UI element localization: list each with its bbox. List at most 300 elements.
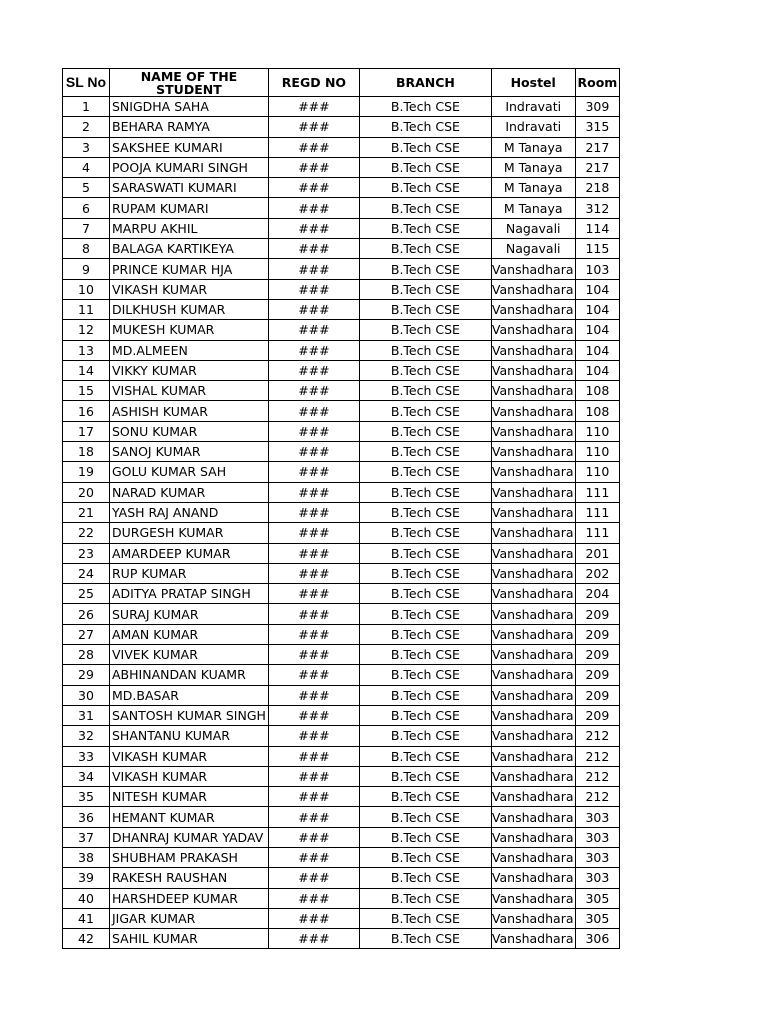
cell-branch: B.Tech CSE — [359, 543, 491, 563]
cell-regd-no: ### — [268, 401, 359, 421]
cell-sl-no: 5 — [63, 178, 110, 198]
cell-hostel: Vanshadhara — [491, 421, 575, 441]
cell-hostel: Vanshadhara — [491, 766, 575, 786]
cell-hostel: Indravati — [491, 117, 575, 137]
cell-regd-no: ### — [268, 482, 359, 502]
cell-regd-no: ### — [268, 766, 359, 786]
cell-regd-no: ### — [268, 97, 359, 117]
cell-sl-no: 19 — [63, 462, 110, 482]
cell-regd-no: ### — [268, 584, 359, 604]
cell-sl-no: 8 — [63, 239, 110, 259]
cell-student-name: VISHAL KUMAR — [110, 381, 269, 401]
table-row — [63, 137, 620, 157]
table-row — [63, 178, 620, 198]
cell-regd-no: ### — [268, 320, 359, 340]
cell-student-name: DILKHUSH KUMAR — [110, 299, 269, 319]
cell-sl-no: 27 — [63, 624, 110, 644]
cell-branch: B.Tech CSE — [359, 584, 491, 604]
cell-room: 217 — [575, 157, 620, 177]
cell-sl-no: 20 — [63, 482, 110, 502]
cell-room: 104 — [575, 299, 620, 319]
cell-hostel: Vanshadhara — [491, 442, 575, 462]
table-row — [63, 299, 620, 319]
cell-student-name: SANTOSH KUMAR SINGH — [110, 705, 269, 725]
cell-sl-no: 1 — [63, 97, 110, 117]
cell-regd-no: ### — [268, 157, 359, 177]
cell-branch: B.Tech CSE — [359, 117, 491, 137]
cell-hostel: Vanshadhara — [491, 401, 575, 421]
header-sl-no: SL No — [63, 69, 110, 97]
cell-sl-no: 35 — [63, 787, 110, 807]
table-row — [63, 766, 620, 786]
header-hostel: Hostel — [491, 69, 575, 97]
cell-regd-no: ### — [268, 198, 359, 218]
cell-sl-no: 2 — [63, 117, 110, 137]
cell-student-name: HEMANT KUMAR — [110, 807, 269, 827]
cell-student-name: BEHARA RAMYA — [110, 117, 269, 137]
cell-room: 218 — [575, 178, 620, 198]
cell-sl-no: 12 — [63, 320, 110, 340]
cell-branch: B.Tech CSE — [359, 705, 491, 725]
cell-sl-no: 17 — [63, 421, 110, 441]
cell-hostel: Vanshadhara — [491, 726, 575, 746]
cell-sl-no: 23 — [63, 543, 110, 563]
cell-student-name: SARASWATI KUMARI — [110, 178, 269, 198]
cell-regd-no: ### — [268, 908, 359, 928]
cell-student-name: NITESH KUMAR — [110, 787, 269, 807]
cell-hostel: Vanshadhara — [491, 868, 575, 888]
cell-student-name: GOLU KUMAR SAH — [110, 462, 269, 482]
table-row — [63, 340, 620, 360]
cell-regd-no: ### — [268, 523, 359, 543]
cell-sl-no: 25 — [63, 584, 110, 604]
cell-regd-no: ### — [268, 827, 359, 847]
header-regd-no: REGD NO — [268, 69, 359, 97]
cell-hostel: M Tanaya — [491, 137, 575, 157]
cell-sl-no: 11 — [63, 299, 110, 319]
cell-hostel: Vanshadhara — [491, 279, 575, 299]
cell-sl-no: 30 — [63, 685, 110, 705]
table-row — [63, 807, 620, 827]
cell-hostel: Vanshadhara — [491, 381, 575, 401]
cell-branch: B.Tech CSE — [359, 847, 491, 867]
cell-room: 115 — [575, 239, 620, 259]
cell-hostel: Vanshadhara — [491, 482, 575, 502]
cell-room: 212 — [575, 726, 620, 746]
cell-hostel: Vanshadhara — [491, 847, 575, 867]
cell-student-name: SNIGDHA SAHA — [110, 97, 269, 117]
cell-regd-no: ### — [268, 563, 359, 583]
cell-student-name: JIGAR KUMAR — [110, 908, 269, 928]
cell-branch: B.Tech CSE — [359, 482, 491, 502]
cell-branch: B.Tech CSE — [359, 827, 491, 847]
table-row — [63, 360, 620, 380]
cell-branch: B.Tech CSE — [359, 563, 491, 583]
cell-sl-no: 13 — [63, 340, 110, 360]
cell-hostel: M Tanaya — [491, 198, 575, 218]
cell-regd-no: ### — [268, 421, 359, 441]
cell-sl-no: 32 — [63, 726, 110, 746]
table-row — [63, 624, 620, 644]
cell-sl-no: 31 — [63, 705, 110, 725]
cell-hostel: Nagavali — [491, 218, 575, 238]
table-row — [63, 442, 620, 462]
table-row — [63, 645, 620, 665]
cell-hostel: Vanshadhara — [491, 523, 575, 543]
table-row — [63, 543, 620, 563]
cell-regd-no: ### — [268, 117, 359, 137]
table-row — [63, 381, 620, 401]
cell-regd-no: ### — [268, 381, 359, 401]
cell-hostel: Vanshadhara — [491, 604, 575, 624]
table-row — [63, 929, 620, 949]
cell-branch: B.Tech CSE — [359, 624, 491, 644]
cell-hostel: Vanshadhara — [491, 563, 575, 583]
table-row — [63, 198, 620, 218]
cell-student-name: VIKASH KUMAR — [110, 746, 269, 766]
table-row — [63, 665, 620, 685]
cell-student-name: SANOJ KUMAR — [110, 442, 269, 462]
header-row — [63, 69, 620, 97]
cell-branch: B.Tech CSE — [359, 929, 491, 949]
cell-student-name: YASH RAJ ANAND — [110, 502, 269, 522]
cell-sl-no: 3 — [63, 137, 110, 157]
cell-hostel: Vanshadhara — [491, 908, 575, 928]
cell-room: 108 — [575, 381, 620, 401]
cell-hostel: Nagavali — [491, 239, 575, 259]
cell-student-name: MUKESH KUMAR — [110, 320, 269, 340]
cell-student-name: ADITYA PRATAP SINGH — [110, 584, 269, 604]
cell-room: 104 — [575, 320, 620, 340]
cell-branch: B.Tech CSE — [359, 401, 491, 421]
cell-regd-no: ### — [268, 604, 359, 624]
cell-regd-no: ### — [268, 360, 359, 380]
cell-room: 111 — [575, 482, 620, 502]
table-row — [63, 563, 620, 583]
table-row — [63, 827, 620, 847]
cell-branch: B.Tech CSE — [359, 218, 491, 238]
cell-student-name: SAKSHEE KUMARI — [110, 137, 269, 157]
cell-student-name: PRINCE KUMAR HJA — [110, 259, 269, 279]
cell-branch: B.Tech CSE — [359, 198, 491, 218]
cell-regd-no: ### — [268, 726, 359, 746]
cell-student-name: NARAD KUMAR — [110, 482, 269, 502]
cell-regd-no: ### — [268, 543, 359, 563]
cell-branch: B.Tech CSE — [359, 239, 491, 259]
cell-hostel: Vanshadhara — [491, 888, 575, 908]
cell-branch: B.Tech CSE — [359, 787, 491, 807]
cell-regd-no: ### — [268, 847, 359, 867]
cell-student-name: DURGESH KUMAR — [110, 523, 269, 543]
cell-branch: B.Tech CSE — [359, 523, 491, 543]
cell-branch: B.Tech CSE — [359, 421, 491, 441]
cell-room: 303 — [575, 827, 620, 847]
cell-hostel: Vanshadhara — [491, 584, 575, 604]
cell-hostel: Vanshadhara — [491, 645, 575, 665]
cell-room: 212 — [575, 766, 620, 786]
table-row — [63, 320, 620, 340]
cell-regd-no: ### — [268, 746, 359, 766]
cell-branch: B.Tech CSE — [359, 279, 491, 299]
cell-room: 306 — [575, 929, 620, 949]
table-row — [63, 482, 620, 502]
cell-student-name: ASHISH KUMAR — [110, 401, 269, 421]
cell-branch: B.Tech CSE — [359, 766, 491, 786]
cell-sl-no: 6 — [63, 198, 110, 218]
cell-hostel: Vanshadhara — [491, 827, 575, 847]
table-row — [63, 218, 620, 238]
cell-student-name: SHANTANU KUMAR — [110, 726, 269, 746]
cell-room: 103 — [575, 259, 620, 279]
cell-hostel: Vanshadhara — [491, 502, 575, 522]
cell-sl-no: 16 — [63, 401, 110, 421]
cell-branch: B.Tech CSE — [359, 381, 491, 401]
cell-regd-no: ### — [268, 259, 359, 279]
cell-room: 111 — [575, 523, 620, 543]
cell-room: 212 — [575, 746, 620, 766]
cell-hostel: Vanshadhara — [491, 705, 575, 725]
cell-sl-no: 26 — [63, 604, 110, 624]
cell-room: 110 — [575, 421, 620, 441]
cell-branch: B.Tech CSE — [359, 157, 491, 177]
cell-student-name: ABHINANDAN KUAMR — [110, 665, 269, 685]
cell-room: 303 — [575, 868, 620, 888]
cell-branch: B.Tech CSE — [359, 868, 491, 888]
table-row — [63, 279, 620, 299]
table-row — [63, 401, 620, 421]
cell-hostel: Vanshadhara — [491, 462, 575, 482]
table-row — [63, 787, 620, 807]
cell-branch: B.Tech CSE — [359, 726, 491, 746]
cell-hostel: Vanshadhara — [491, 299, 575, 319]
cell-regd-no: ### — [268, 787, 359, 807]
cell-hostel: Vanshadhara — [491, 259, 575, 279]
cell-student-name: VIKKY KUMAR — [110, 360, 269, 380]
cell-room: 209 — [575, 665, 620, 685]
cell-hostel: Vanshadhara — [491, 543, 575, 563]
cell-branch: B.Tech CSE — [359, 360, 491, 380]
cell-branch: B.Tech CSE — [359, 665, 491, 685]
cell-sl-no: 21 — [63, 502, 110, 522]
cell-sl-no: 33 — [63, 746, 110, 766]
cell-regd-no: ### — [268, 685, 359, 705]
cell-room: 305 — [575, 908, 620, 928]
table-row — [63, 259, 620, 279]
cell-sl-no: 15 — [63, 381, 110, 401]
cell-sl-no: 4 — [63, 157, 110, 177]
cell-sl-no: 29 — [63, 665, 110, 685]
cell-sl-no: 38 — [63, 847, 110, 867]
cell-student-name: VIKASH KUMAR — [110, 279, 269, 299]
table-row — [63, 523, 620, 543]
cell-room: 104 — [575, 279, 620, 299]
table-row — [63, 868, 620, 888]
cell-branch: B.Tech CSE — [359, 299, 491, 319]
cell-student-name: RUPAM KUMARI — [110, 198, 269, 218]
cell-regd-no: ### — [268, 279, 359, 299]
cell-regd-no: ### — [268, 137, 359, 157]
cell-student-name: RUP KUMAR — [110, 563, 269, 583]
cell-hostel: M Tanaya — [491, 157, 575, 177]
cell-student-name: MD.ALMEEN — [110, 340, 269, 360]
cell-branch: B.Tech CSE — [359, 604, 491, 624]
table-row — [63, 584, 620, 604]
cell-room: 202 — [575, 563, 620, 583]
header-branch: BRANCH — [359, 69, 491, 97]
cell-room: 108 — [575, 401, 620, 421]
cell-sl-no: 28 — [63, 645, 110, 665]
cell-sl-no: 36 — [63, 807, 110, 827]
cell-hostel: Vanshadhara — [491, 360, 575, 380]
cell-branch: B.Tech CSE — [359, 746, 491, 766]
cell-regd-no: ### — [268, 868, 359, 888]
table-row — [63, 239, 620, 259]
cell-sl-no: 41 — [63, 908, 110, 928]
cell-room: 212 — [575, 787, 620, 807]
cell-branch: B.Tech CSE — [359, 259, 491, 279]
cell-hostel: Vanshadhara — [491, 624, 575, 644]
cell-student-name: SAHIL KUMAR — [110, 929, 269, 949]
cell-room: 305 — [575, 888, 620, 908]
cell-branch: B.Tech CSE — [359, 462, 491, 482]
cell-sl-no: 40 — [63, 888, 110, 908]
cell-student-name: SHUBHAM PRAKASH — [110, 847, 269, 867]
cell-room: 209 — [575, 604, 620, 624]
cell-regd-no: ### — [268, 340, 359, 360]
cell-hostel: Vanshadhara — [491, 787, 575, 807]
cell-hostel: Indravati — [491, 97, 575, 117]
cell-hostel: Vanshadhara — [491, 340, 575, 360]
cell-room: 110 — [575, 462, 620, 482]
cell-sl-no: 37 — [63, 827, 110, 847]
cell-student-name: AMAN KUMAR — [110, 624, 269, 644]
cell-sl-no: 22 — [63, 523, 110, 543]
table-row — [63, 97, 620, 117]
cell-student-name: MARPU AKHIL — [110, 218, 269, 238]
cell-hostel: Vanshadhara — [491, 746, 575, 766]
cell-branch: B.Tech CSE — [359, 340, 491, 360]
cell-room: 312 — [575, 198, 620, 218]
cell-student-name: VIVEK KUMAR — [110, 645, 269, 665]
cell-regd-no: ### — [268, 502, 359, 522]
cell-student-name: SONU KUMAR — [110, 421, 269, 441]
cell-branch: B.Tech CSE — [359, 685, 491, 705]
cell-regd-no: ### — [268, 442, 359, 462]
cell-student-name: HARSHDEEP KUMAR — [110, 888, 269, 908]
cell-room: 204 — [575, 584, 620, 604]
cell-sl-no: 42 — [63, 929, 110, 949]
cell-student-name: AMARDEEP KUMAR — [110, 543, 269, 563]
cell-student-name: MD.BASAR — [110, 685, 269, 705]
cell-room: 303 — [575, 807, 620, 827]
cell-hostel: Vanshadhara — [491, 320, 575, 340]
table-row — [63, 847, 620, 867]
cell-regd-no: ### — [268, 929, 359, 949]
cell-hostel: Vanshadhara — [491, 685, 575, 705]
cell-room: 104 — [575, 340, 620, 360]
table-row — [63, 888, 620, 908]
cell-student-name: SURAJ KUMAR — [110, 604, 269, 624]
cell-branch: B.Tech CSE — [359, 645, 491, 665]
cell-sl-no: 39 — [63, 868, 110, 888]
cell-sl-no: 10 — [63, 279, 110, 299]
cell-branch: B.Tech CSE — [359, 807, 491, 827]
cell-regd-no: ### — [268, 645, 359, 665]
table-row — [63, 502, 620, 522]
table-row — [63, 117, 620, 137]
cell-room: 111 — [575, 502, 620, 522]
cell-branch: B.Tech CSE — [359, 320, 491, 340]
cell-regd-no: ### — [268, 624, 359, 644]
cell-sl-no: 34 — [63, 766, 110, 786]
cell-room: 209 — [575, 645, 620, 665]
cell-regd-no: ### — [268, 807, 359, 827]
cell-room: 114 — [575, 218, 620, 238]
cell-student-name: DHANRAJ KUMAR YADAV — [110, 827, 269, 847]
cell-sl-no: 24 — [63, 563, 110, 583]
cell-regd-no: ### — [268, 888, 359, 908]
table-row — [63, 908, 620, 928]
cell-regd-no: ### — [268, 178, 359, 198]
cell-room: 104 — [575, 360, 620, 380]
cell-room: 315 — [575, 117, 620, 137]
table-row — [63, 746, 620, 766]
table-body — [63, 97, 620, 949]
cell-branch: B.Tech CSE — [359, 137, 491, 157]
cell-student-name: BALAGA KARTIKEYA — [110, 239, 269, 259]
cell-sl-no: 9 — [63, 259, 110, 279]
cell-regd-no: ### — [268, 239, 359, 259]
cell-regd-no: ### — [268, 299, 359, 319]
cell-room: 217 — [575, 137, 620, 157]
cell-room: 201 — [575, 543, 620, 563]
cell-sl-no: 18 — [63, 442, 110, 462]
cell-sl-no: 7 — [63, 218, 110, 238]
cell-hostel: Vanshadhara — [491, 929, 575, 949]
cell-hostel: Vanshadhara — [491, 665, 575, 685]
table-row — [63, 726, 620, 746]
cell-branch: B.Tech CSE — [359, 442, 491, 462]
table-row — [63, 685, 620, 705]
cell-regd-no: ### — [268, 462, 359, 482]
cell-hostel: M Tanaya — [491, 178, 575, 198]
cell-sl-no: 14 — [63, 360, 110, 380]
cell-student-name: POOJA KUMARI SINGH — [110, 157, 269, 177]
cell-room: 303 — [575, 847, 620, 867]
table-row — [63, 157, 620, 177]
student-hostel-table — [62, 68, 620, 949]
cell-branch: B.Tech CSE — [359, 888, 491, 908]
cell-branch: B.Tech CSE — [359, 97, 491, 117]
table-row — [63, 604, 620, 624]
cell-regd-no: ### — [268, 665, 359, 685]
cell-hostel: Vanshadhara — [491, 807, 575, 827]
cell-regd-no: ### — [268, 705, 359, 725]
cell-regd-no: ### — [268, 218, 359, 238]
cell-branch: B.Tech CSE — [359, 178, 491, 198]
cell-room: 110 — [575, 442, 620, 462]
table-row — [63, 705, 620, 725]
cell-student-name: VIKASH KUMAR — [110, 766, 269, 786]
cell-student-name: RAKESH RAUSHAN — [110, 868, 269, 888]
header-room: Room — [575, 69, 620, 97]
cell-room: 309 — [575, 97, 620, 117]
table-row — [63, 462, 620, 482]
table-row — [63, 421, 620, 441]
cell-room: 209 — [575, 705, 620, 725]
cell-room: 209 — [575, 685, 620, 705]
cell-branch: B.Tech CSE — [359, 908, 491, 928]
